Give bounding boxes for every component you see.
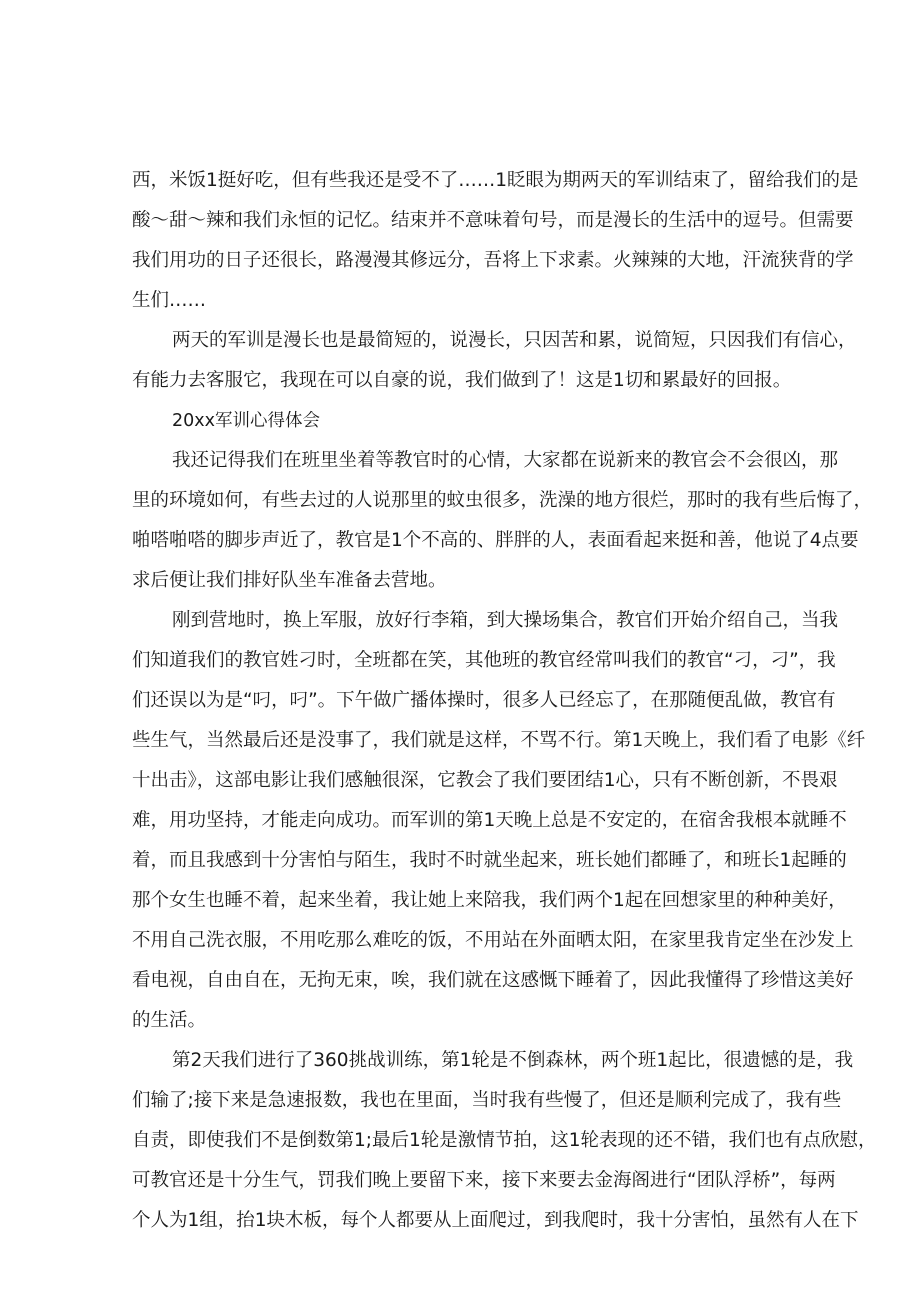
text-line: 十出击》，这部电影让我们感触很深，它教会了我们要团结1心，只有不断创新，不畏艰 [132, 770, 838, 791]
text-line: 刚到营地时，换上军服，放好行李箱，到大操场集合，教官们开始介绍自己，当我 [172, 610, 839, 631]
text-line: 我还记得我们在班里坐着等教官时的心情，大家都在说新来的教官会不会很凶，那 [172, 450, 839, 471]
text-line: 着，而且我感到十分害怕与陌生，我时不时就坐起来，班长她们都睡了，和班长1起睡的 [132, 850, 847, 871]
text-line: 西，米饭1挺好吃，但有些我还是受不了……1眨眼为期两天的军训结束了，留给我们的是 [132, 170, 859, 191]
text-line: 生们…… [132, 290, 207, 311]
text-line: 两天的军训是漫长也是最简短的，说漫长，只因苦和累，说简短，只因我们有信心， [172, 330, 857, 351]
text-line: 有能力去客服它，我现在可以自豪的说，我们做到了！这是1切和累最好的回报。 [132, 370, 792, 391]
text-line: 不用自己洗衣服，不用吃那么难吃的饭，不用站在外面晒太阳，在家里我肯定坐在沙发上 [132, 930, 854, 951]
section-heading: 20xx军训心得体会 [172, 411, 320, 431]
text-line: 看电视，自由自在，无拘无束，唉，我们就在这感慨下睡着了，因此我懂得了珍惜这美好 [132, 970, 854, 991]
text-line: 第2天我们进行了360挑战训练，第1轮是不倒森林，两个班1起比，很遗憾的是，我 [172, 1050, 854, 1071]
text-line: 可教官还是十分生气，罚我们晚上要留下来，接下来要去金海阁进行“团队浮桥”，每两 [132, 1170, 836, 1191]
text-line: 们还误以为是“叼，叼”。下午做广播体操时，很多人已经忘了，在那随便乱做，教官有 [132, 690, 836, 711]
text-line: 难，用功坚持，才能走向成功。而军训的第1天晚上总是不安定的，在宿舍我根本就睡不 [132, 810, 847, 831]
text-line: 那个女生也睡不着，起来坐着，我让她上来陪我，我们两个1起在回想家里的种种美好， [132, 890, 847, 911]
text-line: 的生活。 [132, 1010, 207, 1031]
text-line: 个人为1组，抬1块木板，每个人都要从上面爬过，到我爬时，我十分害怕，虽然有人在下 [132, 1210, 859, 1231]
text-line: 酸～甜～辣和我们永恒的记忆。结束并不意味着句号，而是漫长的生活中的逗号。但需要 [132, 210, 854, 231]
text-line: 求后便让我们排好队坐车准备去营地。 [132, 570, 447, 591]
text-line: 些生气，当然最后还是没事了，我们就是这样，不骂不行。第1天晚上，我们看了电影《纤 [132, 730, 866, 751]
text-line: 自责，即使我们不是倒数第1;最后1轮是激情节拍，这1轮表现的还不错，我们也有点欣慰， [132, 1130, 877, 1151]
text-line: 们知道我们的教官姓刁时，全班都在笑，其他班的教官经常叫我们的教官“刁，刁”，我 [132, 650, 836, 671]
text-line: 啪嗒啪嗒的脚步声近了，教官是1个不高的、胖胖的人，表面看起来挺和善，他说了4点要 [132, 530, 859, 551]
text-line: 们输了;接下来是急速报数，我也在里面，当时我有些慢了，但还是顺利完成了，我有些 [132, 1090, 842, 1111]
text-line: 里的环境如何，有些去过的人说那里的蚊虫很多，洗澡的地方很烂，那时的我有些后悔了， [132, 490, 873, 511]
text-line: 我们用功的日子还很长，路漫漫其修远分，吾将上下求素。火辣辣的大地，汗流狭背的学 [132, 250, 854, 271]
